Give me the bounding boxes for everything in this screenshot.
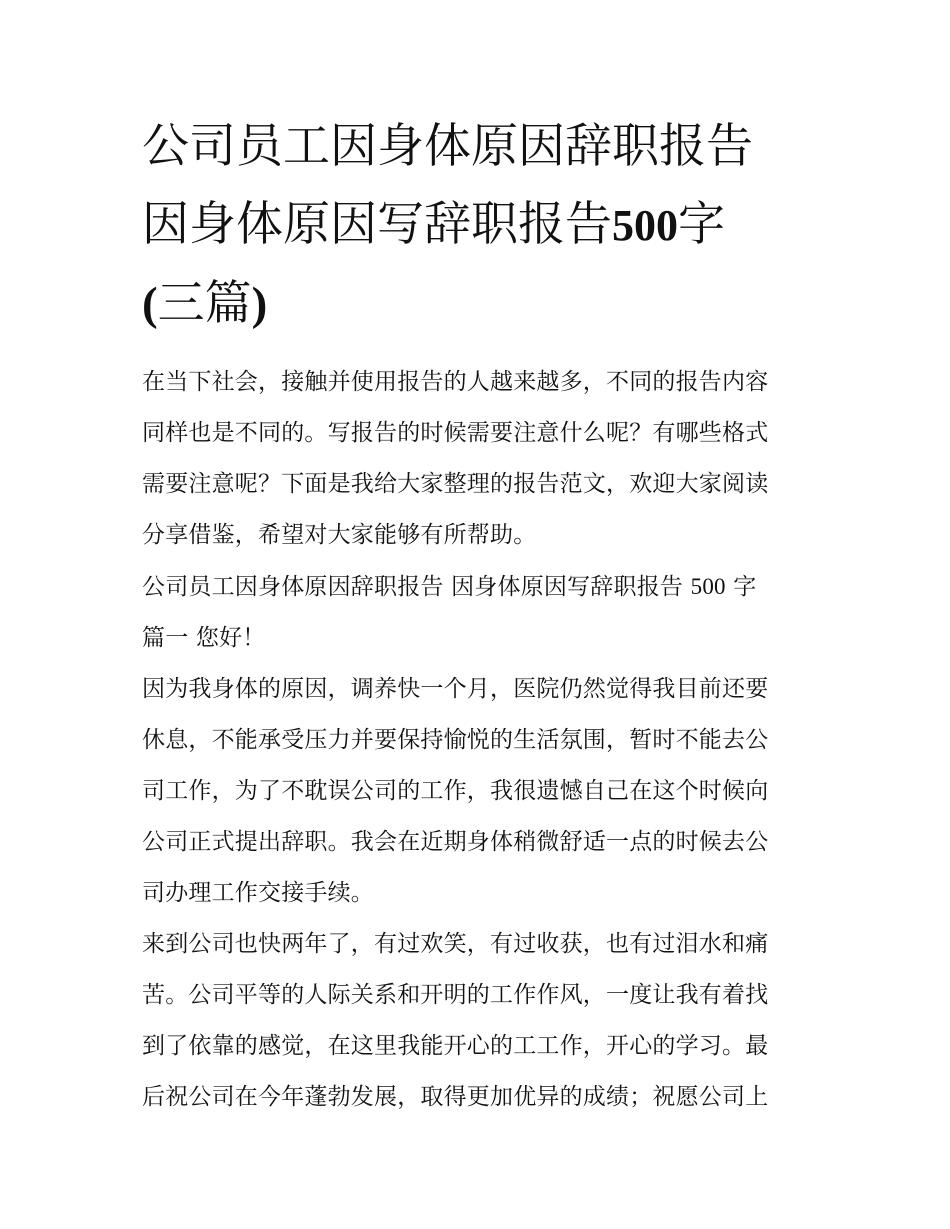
intro-line: 需要注意呢？下面是我给大家整理的报告范文，欢迎大家阅读 bbox=[142, 471, 769, 497]
greeting-line: 篇一 您好！ bbox=[142, 625, 266, 651]
intro-line: 分享借鉴，希望对大家能够有所帮助。 bbox=[142, 522, 537, 548]
subheading-line bbox=[142, 561, 814, 613]
intro-line: 同样也是不同的。写报告的时候需要注意什么呢？有哪些格式 bbox=[142, 420, 769, 446]
document-body bbox=[142, 357, 814, 1123]
title-line-3-text: 三篇 bbox=[157, 276, 252, 331]
title-line-1: 公司员工因身体原因辞职报告 bbox=[142, 119, 753, 174]
body-paragraph-2 bbox=[142, 919, 814, 1123]
title-line-2-text: 因身体原因写辞职报告 bbox=[142, 197, 612, 252]
para1-line: 公司正式提出辞职。我会在近期身体稍微舒适一点的时候去公 bbox=[142, 829, 769, 855]
para2-line: 来到公司也快两年了，有过欢笑，有过收获，也有过泪水和痛 bbox=[142, 931, 769, 957]
greeting bbox=[142, 613, 814, 664]
subheading-text-b: 字 bbox=[725, 574, 757, 600]
para1-line: 休息，不能承受压力并要保持愉悦的生活氛围，暂时不能去公 bbox=[142, 727, 769, 753]
title-line-2-suffix: 字 bbox=[678, 197, 725, 252]
subheading-text-a: 公司员工因身体原因辞职报告 因身体原因写辞职报告 bbox=[142, 574, 691, 600]
intro-line: 在当下社会，接触并使用报告的人越来越多，不同的报告内容 bbox=[142, 369, 769, 395]
para2-line: 到了依靠的感觉，在这里我能开心的工工作，开心的学习。最 bbox=[142, 1033, 769, 1059]
para1-line: 司办理工作交接手续。 bbox=[142, 880, 374, 906]
title-paren-close: ) bbox=[251, 278, 268, 330]
title-line-3 bbox=[142, 265, 814, 343]
para1-line: 因为我身体的原因，调养快一个月，医院仍然觉得我目前还要 bbox=[142, 676, 769, 702]
para2-line: 苦。公司平等的人际关系和开明的工作作风，一度让我有着找 bbox=[142, 982, 769, 1008]
title-number: 500 bbox=[612, 201, 678, 250]
document-title bbox=[142, 108, 814, 343]
title-paren-open: ( bbox=[142, 278, 158, 330]
section-subheading bbox=[142, 561, 814, 613]
para2-line: 后祝公司在今年蓬勃发展，取得更加优异的成绩；祝愿公司上 bbox=[142, 1084, 769, 1110]
body-paragraph-1 bbox=[142, 664, 814, 919]
para1-line: 司工作，为了不耽误公司的工作，我很遗憾自己在这个时候向 bbox=[142, 778, 769, 804]
subheading-number: 500 bbox=[690, 574, 726, 599]
title-line-2 bbox=[142, 186, 814, 265]
intro-paragraph bbox=[142, 357, 814, 561]
document-page bbox=[142, 108, 814, 1123]
